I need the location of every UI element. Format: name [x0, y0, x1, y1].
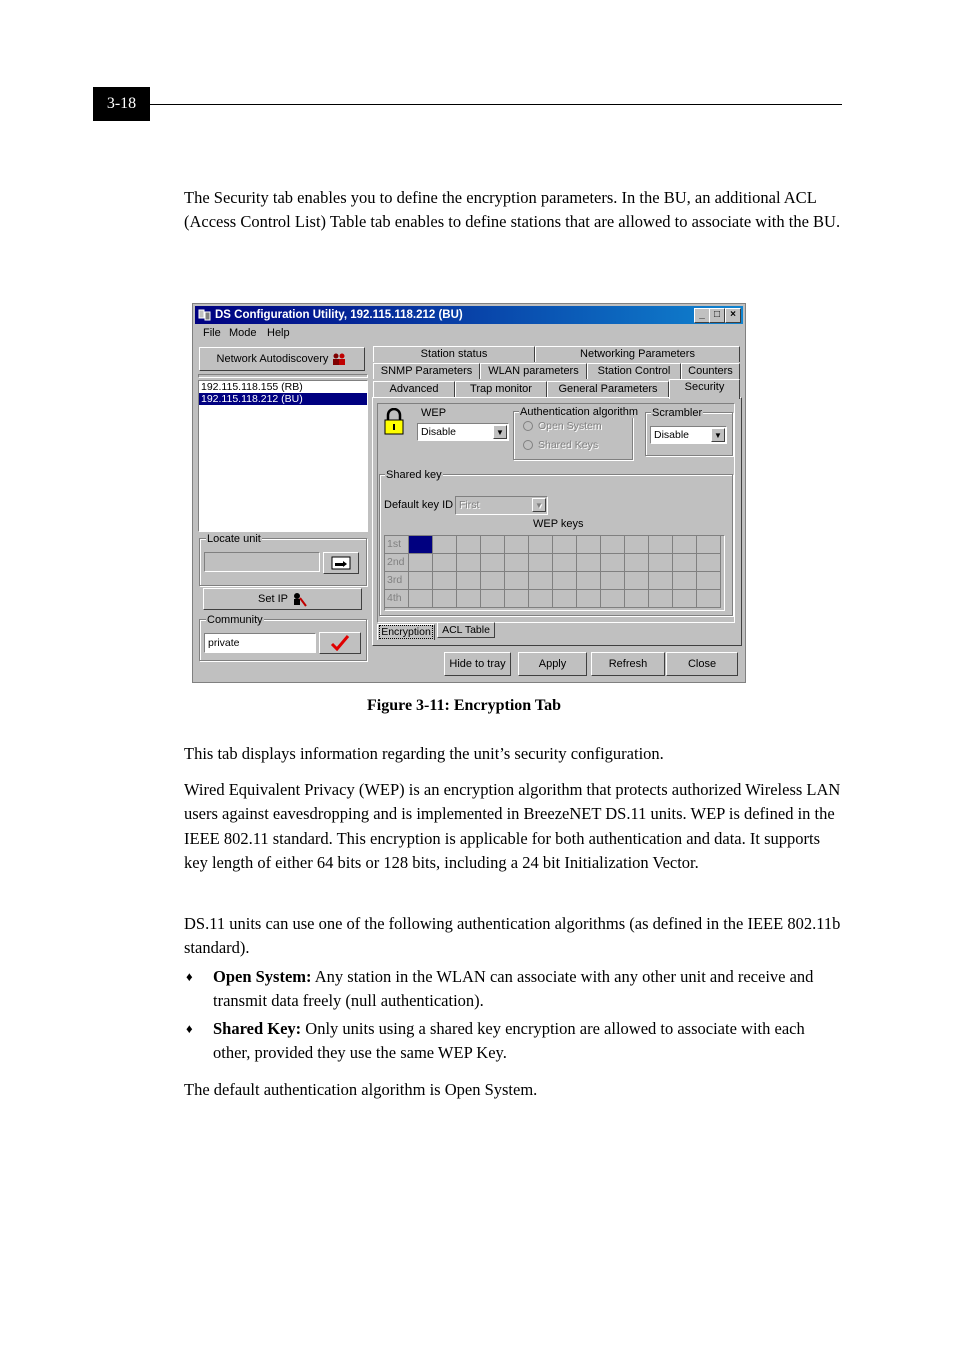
- unit-list[interactable]: [198, 380, 368, 532]
- set-ip-icon: [291, 591, 307, 607]
- tab-station-control[interactable]: Station Control: [587, 363, 681, 379]
- key-cell[interactable]: [457, 536, 481, 554]
- key-cell[interactable]: [481, 572, 505, 590]
- key-cell[interactable]: [625, 536, 649, 554]
- key-cell[interactable]: [457, 590, 481, 608]
- key-cell[interactable]: [409, 590, 433, 608]
- key-cell[interactable]: [433, 536, 457, 554]
- bullet-diamond-icon: ♦: [186, 1021, 193, 1036]
- key-cell[interactable]: [649, 554, 673, 572]
- key-cell[interactable]: [697, 536, 721, 554]
- key-row-label: 4th: [385, 590, 409, 608]
- wep-keys-label: WEP keys: [533, 518, 584, 530]
- key-cell[interactable]: [625, 554, 649, 572]
- key-cell[interactable]: [697, 572, 721, 590]
- key-cell[interactable]: [625, 572, 649, 590]
- key-cell[interactable]: [577, 554, 601, 572]
- key-cell[interactable]: [529, 590, 553, 608]
- default-key-select[interactable]: [455, 496, 548, 515]
- key-cell[interactable]: [457, 554, 481, 572]
- key-cell[interactable]: [601, 590, 625, 608]
- open-system-label: Open System: [538, 420, 602, 432]
- locate-unit-label: Locate unit: [207, 533, 261, 545]
- network-autodiscovery-button[interactable]: [199, 347, 365, 371]
- scrambler-select[interactable]: [650, 426, 727, 444]
- default-key-value: First: [459, 499, 480, 511]
- pointing-hand-icon: [331, 556, 351, 570]
- key-cell[interactable]: [433, 590, 457, 608]
- tab-trap-monitor[interactable]: Trap monitor: [455, 381, 547, 397]
- key-cell[interactable]: [553, 536, 577, 554]
- refresh-button[interactable]: Refresh: [591, 652, 665, 676]
- locate-button[interactable]: [323, 552, 359, 574]
- subtab-encryption-label: Encryption: [381, 626, 431, 638]
- figure-caption: Figure 3-11: Encryption Tab: [367, 697, 561, 714]
- checkmark-icon: [330, 635, 350, 651]
- key-cell[interactable]: [529, 536, 553, 554]
- tab-station-status[interactable]: Station status: [373, 346, 535, 362]
- bullet-text: Any station in the WLAN can associate with any other unit and receive and transmit data freely (null authentication).: [213, 967, 814, 1011]
- key-cell[interactable]: [553, 590, 577, 608]
- wep-select[interactable]: [417, 423, 509, 441]
- shared-key-label: Shared key: [386, 469, 442, 481]
- key-cell[interactable]: [697, 590, 721, 608]
- hide-to-tray-button[interactable]: Hide to tray: [444, 652, 511, 676]
- chevron-down-icon[interactable]: ▼: [532, 498, 546, 512]
- subtab-encryption[interactable]: [377, 624, 435, 640]
- key-cell[interactable]: [673, 572, 697, 590]
- unit-list-item-bu[interactable]: 192.115.118.212 (BU): [199, 393, 367, 405]
- menu-help[interactable]: Help: [267, 327, 290, 339]
- tab-wlan-parameters[interactable]: WLAN parameters: [480, 363, 587, 379]
- app-icon: [198, 308, 211, 321]
- shared-keys-label: Shared Keys: [538, 439, 599, 451]
- people-icon: [331, 352, 347, 366]
- radio-open-system[interactable]: [523, 421, 533, 431]
- scrambler-label: Scrambler: [652, 407, 703, 419]
- wep-select-value: Disable: [421, 426, 457, 438]
- auth-algorithm-group: [513, 411, 633, 460]
- key-cell[interactable]: [577, 590, 601, 608]
- scrambler-select-value: Disable: [654, 429, 690, 441]
- paragraph-4: The default authentication algorithm is Open System.: [184, 1080, 538, 1099]
- key-cell[interactable]: [409, 536, 433, 554]
- community-input[interactable]: private: [204, 633, 316, 653]
- tab-advanced[interactable]: Advanced: [373, 381, 455, 397]
- key-cell[interactable]: [625, 590, 649, 608]
- key-cell[interactable]: [481, 536, 505, 554]
- bullet-text: Only units using a shared key encryption are allowed to associate with each other, provided they use the same WEP Key.: [213, 1019, 805, 1063]
- key-row-label: 3rd: [385, 572, 409, 590]
- default-key-label: Default key ID: [384, 499, 454, 511]
- chevron-down-icon[interactable]: ▼: [711, 428, 725, 442]
- set-ip-label: Set IP: [258, 593, 288, 605]
- key-cell[interactable]: [433, 572, 457, 590]
- key-row-label: 1st: [385, 536, 409, 554]
- autodiscovery-label: Network Autodiscovery: [216, 353, 329, 365]
- wep-keys-grid[interactable]: [384, 535, 725, 611]
- key-cell[interactable]: [601, 572, 625, 590]
- key-cell[interactable]: [529, 572, 553, 590]
- paragraph-1: This tab displays information regarding the unit’s security configuration.: [184, 744, 664, 763]
- tab-snmp-parameters[interactable]: SNMP Parameters: [373, 363, 480, 379]
- close-button[interactable]: Close: [666, 652, 738, 676]
- title-bar[interactable]: [195, 306, 743, 324]
- key-cell[interactable]: [409, 572, 433, 590]
- key-cell[interactable]: [505, 554, 529, 572]
- auth-algorithm-label: Authentication algorithm: [520, 406, 639, 418]
- key-cell[interactable]: [601, 536, 625, 554]
- menu-mode[interactable]: Mode: [229, 327, 257, 339]
- splitter[interactable]: [198, 374, 368, 378]
- bullet-diamond-icon: ♦: [186, 969, 193, 984]
- paragraph-2: Wired Equivalent Privacy (WEP) is an encryption algorithm that protects authorized Wireless LAN users against eavesdropping and is implemented in BreezeNET DS.11 units. WEP is defined in the IEEE 802.11 standard. This encryption is applicable for both authentication and data. It supports key length of either 64 bits or 128 bits, including a 24 bit Initialization Vector.: [184, 780, 841, 872]
- tab-networking-parameters[interactable]: Networking Parameters: [535, 346, 740, 362]
- key-cell[interactable]: [433, 554, 457, 572]
- paragraph-3: DS.11 units can use one of the following authentication algorithms (as defined in the IEEE 802.11b standard).: [184, 914, 841, 958]
- intro-paragraph: The Security tab enables you to define the encryption parameters. In the BU, an additional ACL (Access Control List) Table tab enables to define stations that are allowed to associate with the BU.: [184, 188, 841, 232]
- set-ip-button[interactable]: [203, 588, 362, 610]
- minimize-icon[interactable]: _: [694, 308, 710, 323]
- key-cell[interactable]: [481, 554, 505, 572]
- header-rule: [150, 104, 842, 105]
- key-cell[interactable]: [505, 572, 529, 590]
- key-cell[interactable]: [529, 554, 553, 572]
- subtab-acl-table[interactable]: ACL Table: [437, 622, 495, 638]
- key-cell[interactable]: [673, 554, 697, 572]
- key-cell[interactable]: [553, 572, 577, 590]
- key-cell[interactable]: [673, 590, 697, 608]
- community-label: Community: [207, 614, 263, 626]
- key-cell[interactable]: [505, 536, 529, 554]
- key-cell[interactable]: [601, 554, 625, 572]
- radio-shared-keys[interactable]: [523, 440, 533, 450]
- key-cell[interactable]: [553, 554, 577, 572]
- tab-general-parameters[interactable]: General Parameters: [547, 381, 669, 397]
- key-cell[interactable]: [577, 572, 601, 590]
- bullet-term: Open System:: [213, 967, 312, 986]
- tab-counters[interactable]: Counters: [681, 363, 740, 379]
- key-cell[interactable]: [649, 536, 673, 554]
- key-cell[interactable]: [697, 554, 721, 572]
- key-cell[interactable]: [673, 536, 697, 554]
- key-cell[interactable]: [649, 590, 673, 608]
- page-number: 3-18: [93, 87, 150, 121]
- chevron-down-icon[interactable]: ▼: [493, 425, 507, 439]
- apply-button[interactable]: Apply: [518, 652, 587, 676]
- key-cell[interactable]: [481, 590, 505, 608]
- menu-file[interactable]: File: [203, 327, 221, 339]
- menu-bar: [195, 325, 743, 343]
- key-cell[interactable]: [649, 572, 673, 590]
- key-row-label: 2nd: [385, 554, 409, 572]
- bullet-term: Shared Key:: [213, 1019, 302, 1038]
- tab-security[interactable]: Security: [669, 379, 740, 399]
- maximize-icon[interactable]: □: [709, 308, 725, 323]
- apply-community-button[interactable]: [319, 632, 361, 654]
- padlock-icon: [383, 408, 405, 436]
- key-cell[interactable]: [409, 554, 433, 572]
- close-icon[interactable]: ×: [725, 308, 741, 323]
- unit-list-item-rb[interactable]: 192.115.118.155 (RB): [201, 381, 303, 393]
- key-cell[interactable]: [577, 536, 601, 554]
- window-title: DS Configuration Utility, 192.115.118.212 (BU): [215, 309, 463, 321]
- config-utility-window: [192, 303, 746, 683]
- wep-label: WEP: [421, 407, 447, 419]
- key-cell[interactable]: [505, 590, 529, 608]
- key-cell[interactable]: [457, 572, 481, 590]
- locate-unit-input[interactable]: [204, 552, 320, 572]
